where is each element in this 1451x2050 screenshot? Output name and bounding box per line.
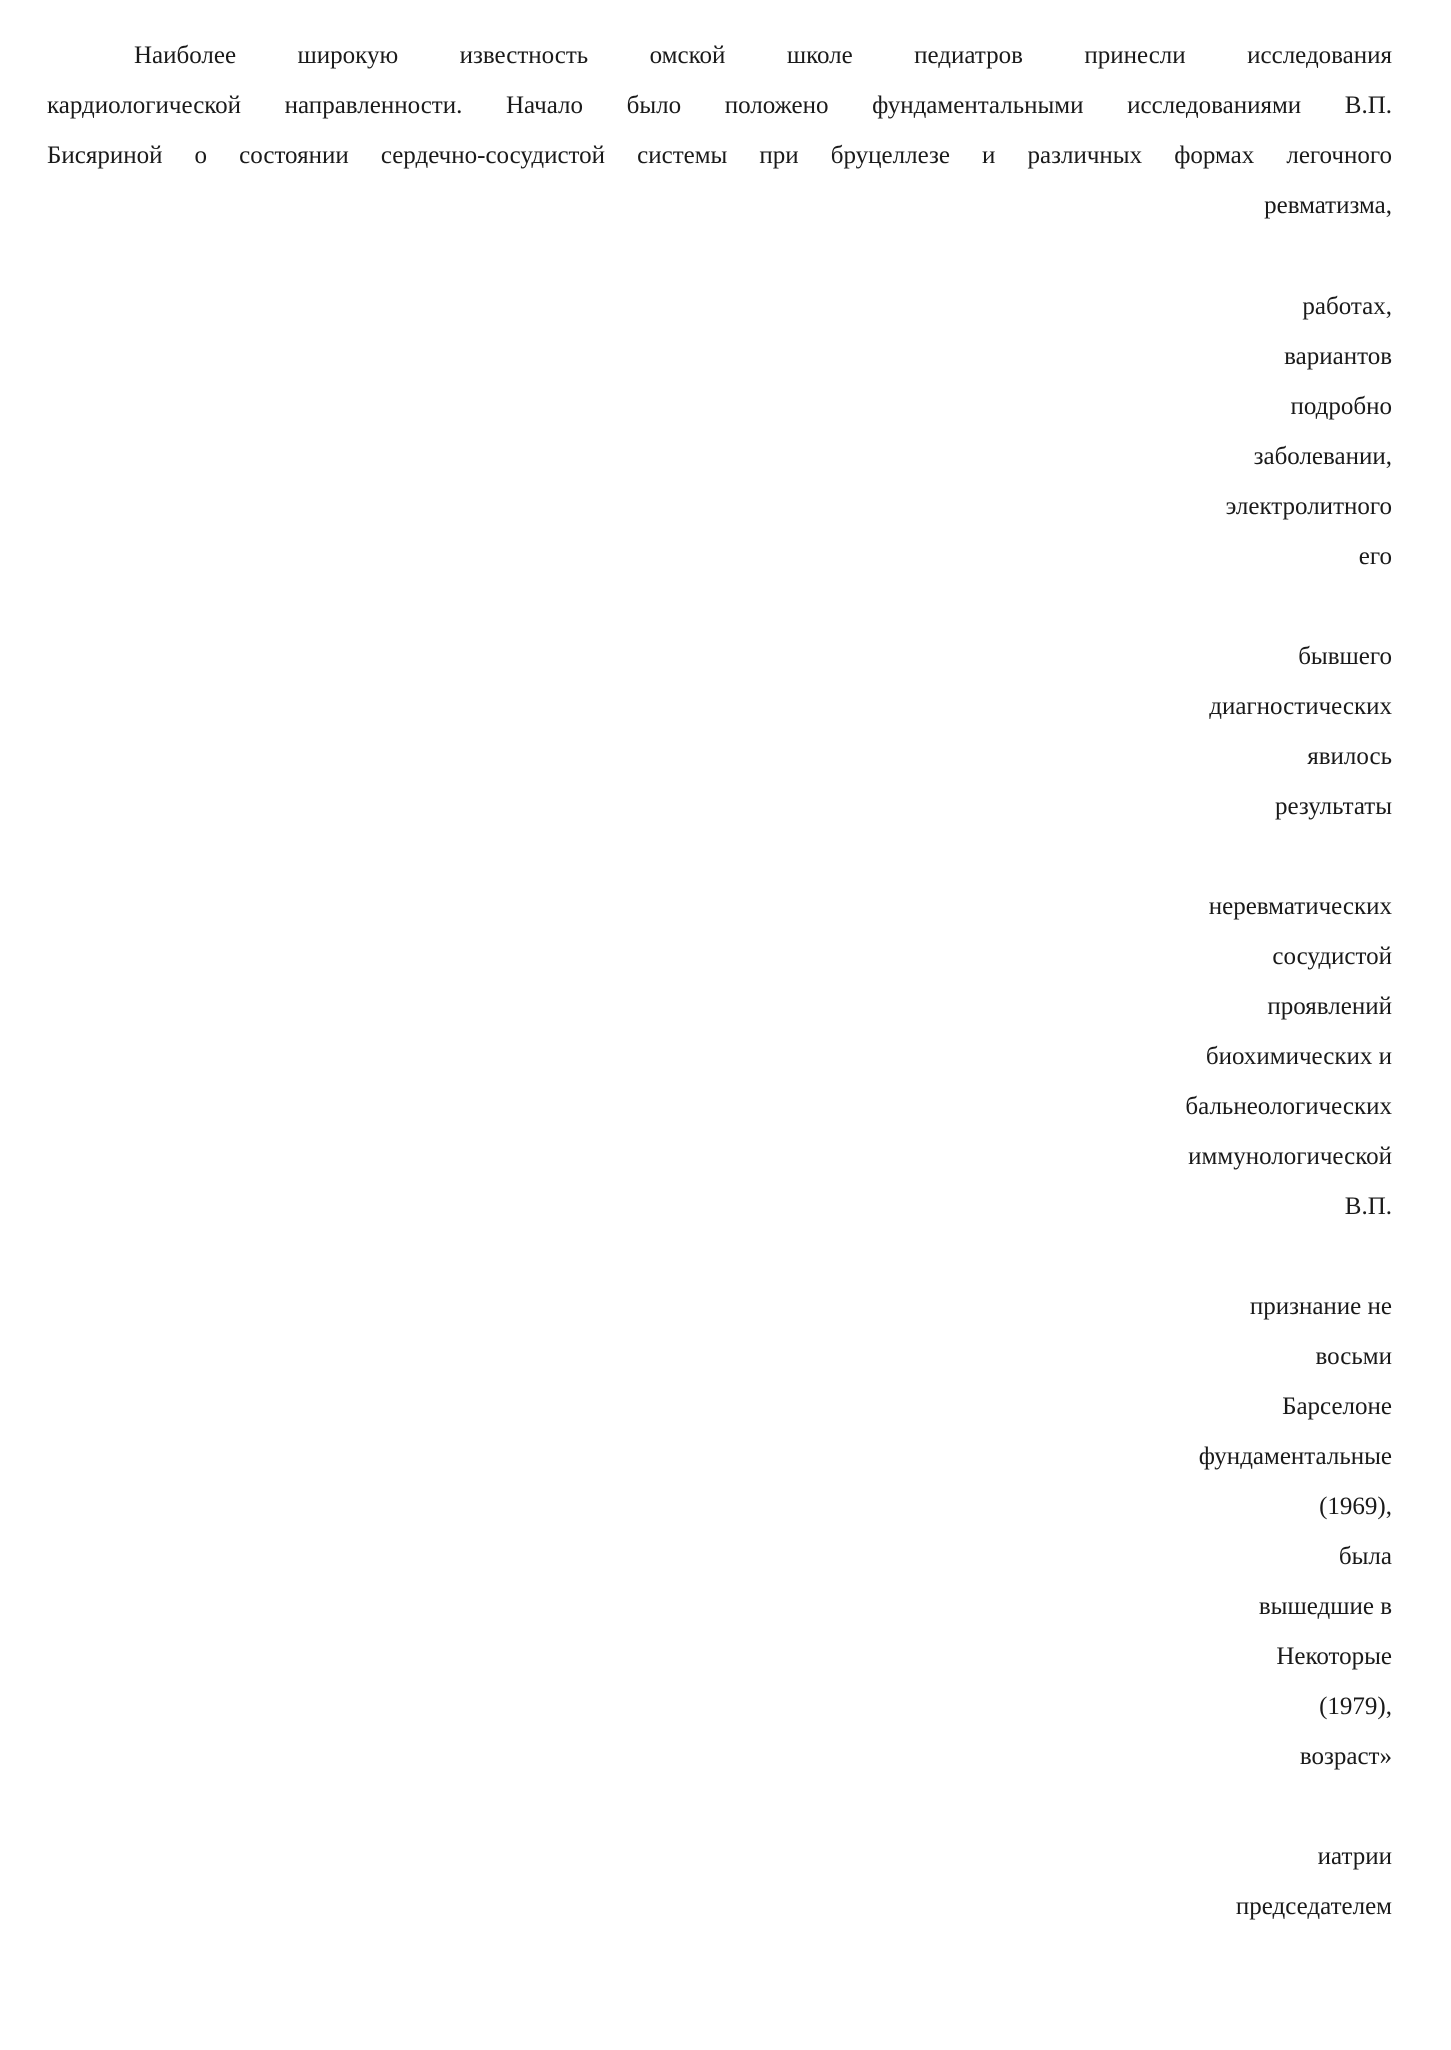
text-fragment: В.П. xyxy=(1344,1193,1392,1220)
text-fragment: вышедшие в xyxy=(1258,1593,1392,1620)
text-fragment: Барселоне xyxy=(1282,1393,1392,1420)
paragraph-line-1: Наиболее широкую известность омской школе педиатров принесли исследования xyxy=(134,42,1392,69)
text-fragment: сосудистой xyxy=(1272,943,1392,970)
text-fragment: возраст» xyxy=(1299,1743,1392,1770)
text-fragment: его xyxy=(1358,543,1392,570)
text-fragment: фундаментальные xyxy=(1198,1443,1392,1470)
text-fragment: работах, xyxy=(1302,293,1392,320)
text-fragment: неревматических xyxy=(1208,893,1392,920)
text-fragment: (1979), xyxy=(1319,1693,1392,1720)
text-fragment: заболевании, xyxy=(1253,443,1392,470)
text-fragment: иатрии xyxy=(1317,1843,1392,1870)
text-fragment: биохимических и xyxy=(1205,1043,1392,1070)
text-fragment: результаты xyxy=(1275,793,1392,820)
text-fragment: явилось xyxy=(1307,743,1392,770)
text-fragment: диагностических xyxy=(1209,693,1392,720)
text-fragment: проявлений xyxy=(1267,993,1392,1020)
paragraph-line-2: кардиологической направленности. Начало было положено фундаментальными исследованиями В.П. xyxy=(47,92,1392,119)
text-fragment: (1969), xyxy=(1319,1493,1392,1520)
text-fragment: подробно xyxy=(1290,393,1392,420)
paragraph-line-3: Бисяриной о состоянии сердечно-сосудистой системы при бруцеллезе и различных формах легочного xyxy=(47,142,1392,169)
text-fragment: была xyxy=(1338,1543,1392,1570)
paragraph-line-4: ревматизма, xyxy=(1264,192,1392,219)
text-fragment: бывшего xyxy=(1298,643,1392,670)
text-fragment: бальнеологических xyxy=(1185,1093,1392,1120)
text-fragment: иммунологической xyxy=(1188,1143,1392,1170)
text-fragment: председателем xyxy=(1235,1893,1392,1920)
text-fragment: восьми xyxy=(1315,1343,1392,1370)
text-fragment: вариантов xyxy=(1284,343,1392,370)
text-fragment: электролитного xyxy=(1225,493,1392,520)
text-fragment: Некоторые xyxy=(1276,1643,1392,1670)
text-fragment: признание не xyxy=(1249,1293,1392,1320)
